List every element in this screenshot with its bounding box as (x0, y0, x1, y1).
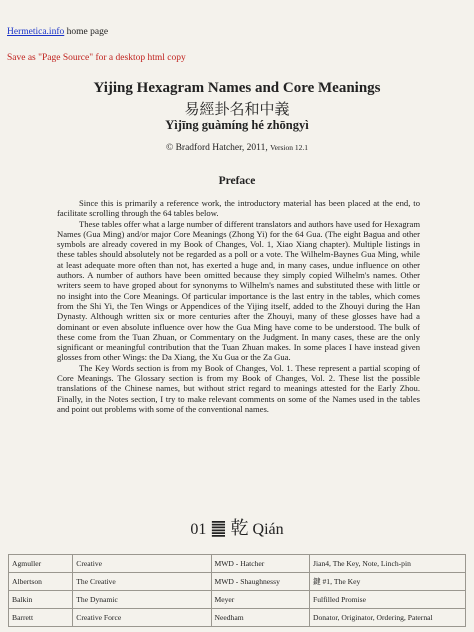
name-cell: Creative (73, 555, 211, 573)
name-cell: The Creative (73, 573, 211, 591)
name-cell: Jian4, The Key, Note, Linch-pin (310, 555, 466, 573)
hexagram-character: 乾 (230, 518, 249, 539)
copyright-line (0, 143, 474, 153)
author-cell: Barrett (9, 609, 73, 627)
author-cell: Agmuller (9, 555, 73, 573)
copyright-text: © Bradford Hatcher, 2011, (165, 143, 271, 153)
author-cell: Needham (211, 609, 310, 627)
author-cell: MWD - Hatcher (211, 555, 310, 573)
name-cell: Donator, Originator, Ordering, Paternal (310, 609, 466, 627)
version-text: Version 12.1 (270, 143, 308, 152)
page-title-pinyin: Yìjīng guàmíng hé zhōngyì (165, 118, 309, 132)
table-row (9, 555, 466, 573)
name-cell: Creative Force (73, 609, 211, 627)
hexagram-number: 01 (190, 521, 207, 538)
hermetica-home-link[interactable]: Hermetica.info (7, 27, 65, 37)
save-note: Save as "Page Source" for a desktop html copy (7, 53, 186, 63)
preface-paragraph: These tables offer what a large number of different translators and authors have used for Hexagram Names (Gua Ming) and/or major Core Meanings (Zhong Yi) for the 64 Gua. (The eight Bagua and other symbols are already covered in my Book of Changes, Vol. 1, Xiao Xiang chapter). Multiple listings in these tables should absolutely not be regarded as a poll or a vote. The Wilhelm-Baynes Gua Ming, while at least adequate more often than not, has exerted a huge and, in many cases, undue influence on other authors. A number of authors have been omitted because they simply copied Wilhelm's names. Other writers seem to have groped about for synonyms to Wilhelm's names and substituted these with little or no insight into the Core Meanings. Of particular importance is the last entry in the tables, which comes from the Shi Yi, the Ten Wings or Appendices of the Yijing itself, added to the Zhouyi during the Han Dynasty. Although written six or more centuries after the Zhouyi, many of these glosses have had a dominant or even absolute influence over how the Gua Ming have come to be understood. The bulk of these come from the Tuan Zhuan, or Commentary on the Judgment. In many cases, these are the only significant or meaningful contribution that the Tuan Zhuan makes. In some places I have instead given glosses from other Wings: the Da Xiang, the Xu Gua or the Za Gua. (57, 218, 420, 363)
hexagram-symbol-icon: ䷀ (210, 518, 227, 539)
top-nav (7, 27, 108, 37)
page-title-cjk: 易經卦名和中義 (184, 100, 290, 118)
preface-body (57, 198, 420, 414)
author-cell: Balkin (9, 591, 73, 609)
table-row (9, 591, 466, 609)
name-cell: Fulfilled Promise (310, 591, 466, 609)
name-cell: 鍵 #1, The Key (310, 573, 466, 591)
preface-heading: Preface (218, 175, 256, 187)
preface-paragraph: Since this is primarily a reference work, the introductory material has been placed at the end, to facilitate scrolling through the 64 tables below. (57, 198, 420, 219)
table-row (9, 573, 466, 591)
hexagram-heading (0, 514, 474, 540)
author-cell: MWD - Shaughnessy (211, 573, 310, 591)
hexagram-names-table (8, 554, 466, 627)
name-cell: The Dynamic (73, 591, 211, 609)
home-page-text: home page (64, 27, 109, 37)
page-title: Yijing Hexagram Names and Core Meanings (93, 80, 381, 96)
author-cell: Albertson (9, 573, 73, 591)
author-cell: Meyer (211, 591, 310, 609)
table-row (9, 609, 466, 627)
preface-paragraph: The Key Words section is from my Book of Changes, Vol. 1. These represent a partial scoping of Core Meanings. The Glossary section is from my Book of Changes, Vol. 2. These list the possible translations of the Chinese names, but without strict regard to meanings attested for the Early Zhou. Finally, in the Notes section, I try to make relevant comments on some of the Names used in the tables and point out problems with some of the conventional names. (57, 362, 420, 414)
hexagram-name: Qián (252, 521, 284, 538)
